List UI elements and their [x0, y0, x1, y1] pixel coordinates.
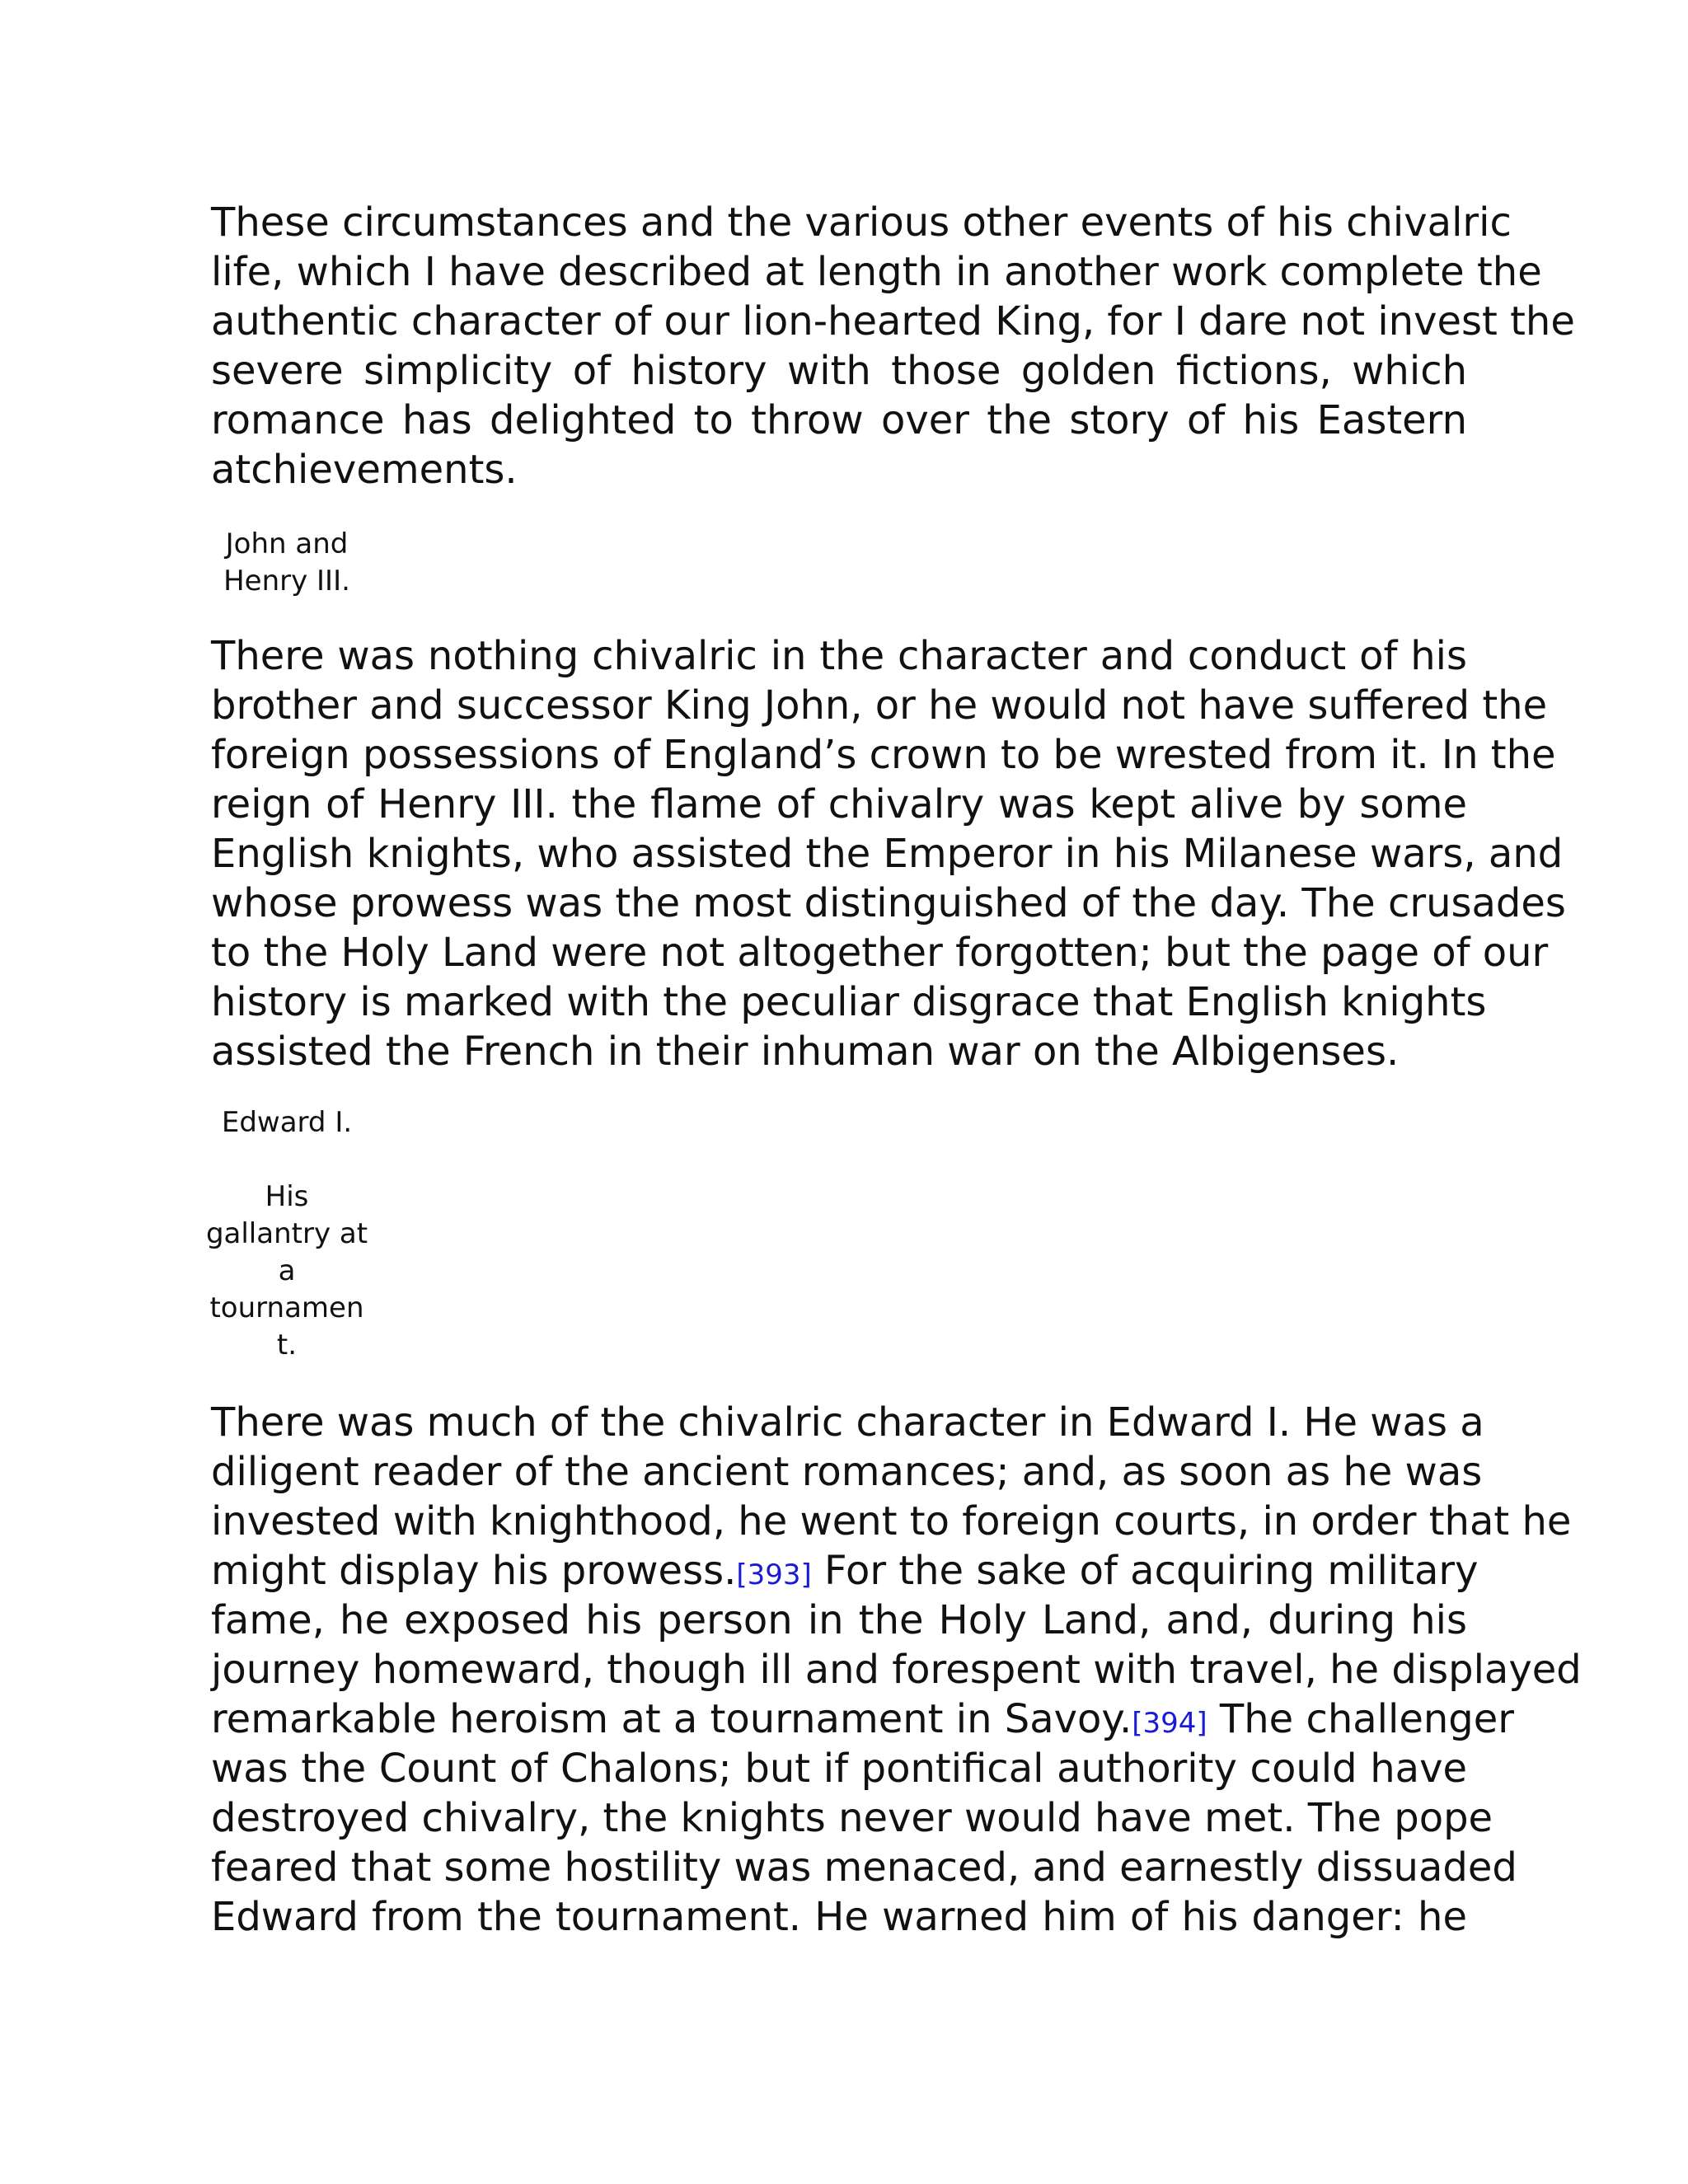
- sidenote-line: a: [278, 1254, 296, 1287]
- text-segment: The challenger: [1207, 1696, 1515, 1742]
- sidenote-line: His: [265, 1180, 309, 1213]
- text-line: [211, 1694, 1515, 1744]
- text-line: assisted the French in their inhuman war on the Albigenses.: [211, 1029, 1400, 1075]
- sidenote-line: Edward I.: [221, 1106, 353, 1139]
- text-line: invested with knighthood, he went to foreign courts, in order that he: [211, 1498, 1572, 1544]
- sidenote-line: gallantry at: [205, 1217, 368, 1250]
- sidenote-line: tournamen: [209, 1291, 364, 1324]
- text-line: brother and successor King John, or he would not have suffered the: [211, 682, 1548, 729]
- text-line: to the Holy Land were not altogether forgotten; but the page of our: [211, 930, 1549, 976]
- sidenote-edward: [204, 1104, 369, 1141]
- text-line: There was nothing chivalric in the character and conduct of his: [211, 633, 1467, 679]
- text-segment: For the sake of acquiring military: [811, 1548, 1479, 1594]
- sidenote-line: t.: [276, 1329, 298, 1361]
- text-line: history is marked with the peculiar disgrace that English knights: [211, 979, 1487, 1025]
- paragraph-edward: [211, 1398, 1582, 1942]
- text-line: feared that some hostility was menaced, and earnestly dissuaded: [211, 1844, 1517, 1891]
- footnote-link-393[interactable]: [393]: [736, 1558, 812, 1591]
- text-line: journey homeward, though ill and forespent with travel, he displayed: [211, 1647, 1582, 1693]
- text-line: destroyed chivalry, the knights never would have met. The pope: [211, 1795, 1493, 1841]
- text-line: atchievements.: [211, 447, 518, 493]
- text-line: English knights, who assisted the Emperor in his Milanese wars, and: [211, 831, 1564, 877]
- text-line: authentic character of our lion-hearted King, for I dare not invest the: [211, 298, 1575, 344]
- paragraph-john-henry: [211, 631, 1566, 1076]
- paragraph-richard-summary: [211, 198, 1575, 494]
- text-segment: remarkable heroism at a tournament in Savoy.: [211, 1696, 1132, 1742]
- text-line: reign of Henry III. the flame of chivalry was kept alive by some: [211, 781, 1467, 827]
- text-line: There was much of the chivalric character in Edward I. He was a: [211, 1399, 1484, 1446]
- text-line: whose prowess was the most distinguished of the day. The crusades: [211, 880, 1566, 926]
- text-line: These circumstances and the various other events of his chivalric: [211, 199, 1512, 246]
- text-line: severe simplicity of history with those golden fictions, which: [211, 348, 1467, 394]
- text-line: was the Count of Chalons; but if pontifical authority could have: [211, 1746, 1467, 1792]
- text-line: life, which I have described at length in another work complete the: [211, 249, 1542, 295]
- text-line: romance has delighted to throw over the story of his Eastern: [211, 397, 1467, 443]
- sidenote-line: John and: [225, 527, 349, 560]
- text-line: Edward from the tournament. He warned him of his danger: he: [211, 1894, 1467, 1940]
- text-line: fame, he exposed his person in the Holy Land, and, during his: [211, 1597, 1467, 1643]
- text-line: [211, 1546, 1479, 1596]
- sidenote-gallantry: [204, 1179, 369, 1364]
- sidenote-line: Henry III.: [223, 565, 350, 598]
- footnote-link-394[interactable]: [394]: [1132, 1707, 1207, 1740]
- text-segment: might display his prowess.: [211, 1548, 737, 1594]
- text-line: foreign possessions of England’s crown to be wrested from it. In the: [211, 732, 1556, 778]
- sidenote-john-henry: [204, 526, 369, 600]
- text-line: diligent reader of the ancient romances; and, as soon as he was: [211, 1449, 1483, 1495]
